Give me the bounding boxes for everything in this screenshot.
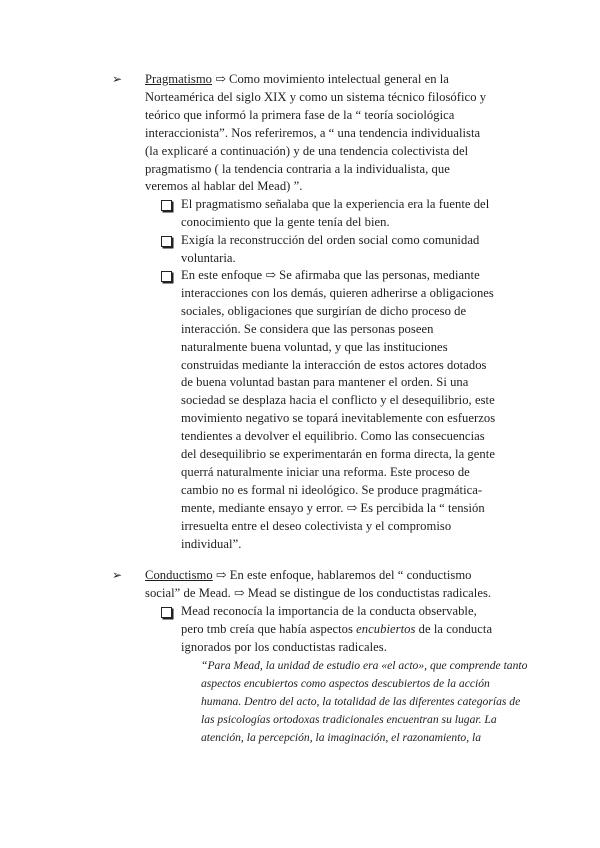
list-item-line: naturalmente buena voluntad, y que las instituciones: [181, 339, 448, 354]
paragraph-line: veremos al hablar del Mead) ”.: [145, 179, 303, 194]
pragmatismo-intro: ⇨ Como movimiento intelectual general en la: [212, 72, 449, 86]
list-item-line: Mead reconocía la importancia de la conducta observable,: [181, 604, 477, 618]
quote-line: “Para Mead, la unidad de estudio era «el acto», que comprende tanto: [201, 659, 528, 672]
quote-line: las psicologías ortodoxas tradicionales encuentran su lugar. La: [201, 712, 497, 726]
list-item-line: querrá naturalmente iniciar una reforma. Este proceso de: [181, 464, 470, 479]
conductismo-heading-line: [145, 567, 491, 585]
list-item-line: conocimiento que la gente tenía del bien.: [181, 214, 390, 229]
pragmatismo-paragraph: [145, 71, 486, 196]
arrow-bullet-icon: ➢: [112, 72, 123, 86]
pragmatismo-heading-line: [145, 71, 486, 89]
arrow-bullet-icon: ➢: [112, 568, 123, 582]
list-item-line: de buena voluntad bastan para mantener el orden. Si una: [181, 375, 469, 390]
paragraph-line: Norteamérica del siglo XIX y como un sistema técnico filosófico y: [145, 89, 487, 104]
list-item-line: ignorados por los conductistas radicales.: [181, 639, 387, 654]
list-item-line: interacciones con los demás, quieren adherirse a obligaciones: [181, 285, 494, 300]
italic-term: encubiertos: [356, 621, 416, 636]
conductismo-paragraph: [145, 567, 491, 603]
quote-line: humana. Dentro del acto, la totalidad de las diferentes categorías de: [201, 694, 521, 708]
quote-line: atención, la percepción, la imaginación, el razonamiento, la: [201, 730, 482, 744]
text-run: de la conducta: [415, 621, 493, 636]
list-item-line: tendientes a devolver el equilibrio. Como las consecuencias: [181, 429, 485, 444]
list-item-line: del desequilibrio se experimentarán en forma directa, la gente: [181, 447, 495, 462]
list-item-line: irresuelta entre el deseo colectivista y el compromiso: [181, 518, 452, 533]
list-item-line: Exigía la reconstrucción del orden social como comunidad: [181, 233, 480, 247]
list-item-line: El pragmatismo señalaba que la experiencia era la fuente del: [181, 197, 490, 211]
conductismo-intro: ⇨ En este enfoque, hablaremos del “ conductismo: [212, 568, 472, 582]
paragraph-line: interaccionista”. Nos referiremos, a “ una tendencia individualista: [145, 125, 481, 140]
checkbox-bullet-icon: [161, 607, 172, 618]
text-run: pero tmb creía que había aspectos: [181, 621, 357, 636]
paragraph-line: teórico que informó la primera fase de la “ teoría sociológica: [145, 107, 455, 122]
paragraph-line: (la explicaré a continuación) y de una tendencia colectivista del: [145, 143, 469, 158]
conductismo-title: Conductismo: [145, 568, 213, 582]
pragmatismo-title: Pragmatismo: [145, 72, 213, 86]
list-item-line: sociales, obligaciones que surgirían de dicho proceso de: [181, 303, 467, 318]
list-item-line: individual”.: [181, 536, 242, 551]
list-item-line: cambio no es formal ni ideológico. Se produce pragmática-: [181, 482, 483, 497]
list-item-line: mente, mediante ensayo y error. ⇨ Es percibida la “ tensión: [181, 500, 485, 515]
paragraph-line: social” de Mead. ⇨ Mead se distingue de los conductistas radicales.: [145, 585, 492, 600]
list-item-line: En este enfoque ⇨ Se afirmaba que las personas, mediante: [181, 268, 480, 282]
quote-block: [201, 657, 527, 747]
list-item-line: sociedad se desplaza hacia el conflicto y el desequilibrio, este: [181, 393, 495, 408]
list-item-line: movimiento negativo se topará inevitablemente con esfuerzos: [181, 411, 496, 426]
list-item-line: interacción. Se considera que las personas poseen: [181, 321, 434, 336]
checkbox-bullet-icon: [161, 200, 172, 211]
checkbox-bullet-icon: [161, 236, 172, 247]
checkbox-bullet-icon: [161, 271, 172, 282]
quote-line: aspectos encubiertos como aspectos descubiertos de la acción: [201, 676, 490, 690]
list-item-line: voluntaria.: [181, 250, 236, 265]
paragraph-line: pragmatismo ( la tendencia contraria a la individualista, que: [145, 161, 450, 176]
list-item-line: [181, 621, 492, 639]
list-item-line: construidas mediante la interacción de estos actores dotados: [181, 357, 487, 372]
